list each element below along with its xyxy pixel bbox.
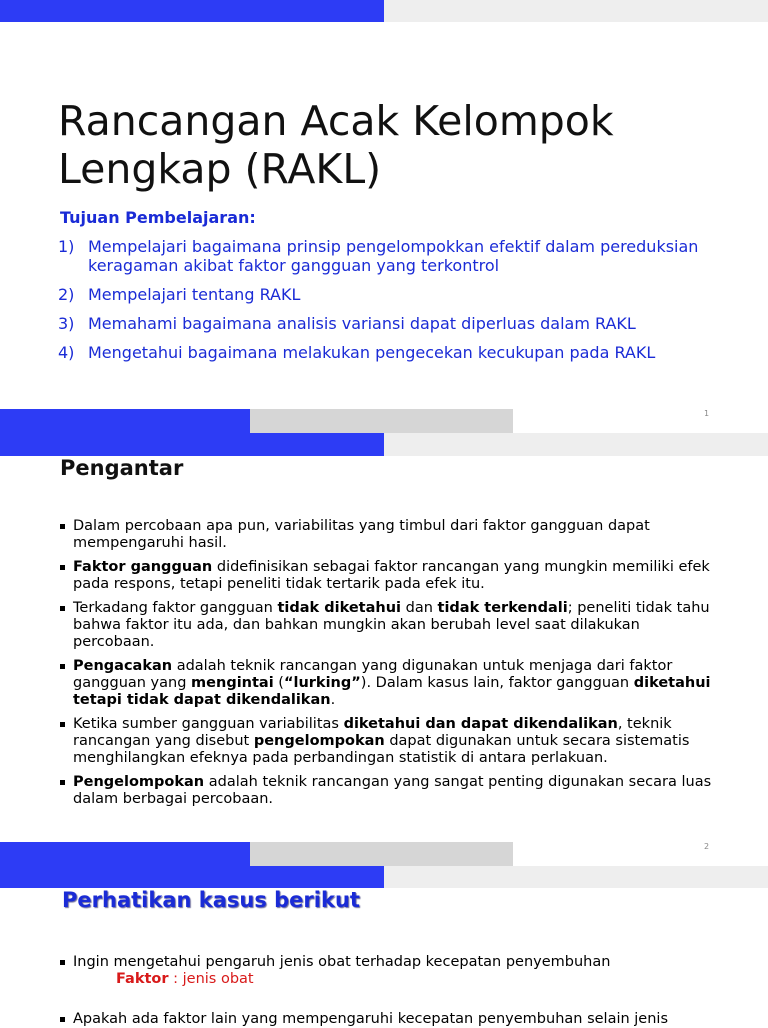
bullet-square-icon xyxy=(60,722,65,727)
bullet-text: adalah teknik rancangan yang digunakan untuk menjaga dari faktor gangguan yang xyxy=(73,658,673,691)
bullet-item xyxy=(58,774,718,808)
bullet-text: , teknik rancangan yang disebut xyxy=(73,716,672,749)
bullet-square-icon xyxy=(60,960,65,965)
bullet-emphasis: diketahui tetapi tidak dapat dikendalikan xyxy=(73,675,711,708)
slide-title xyxy=(58,97,614,193)
goal-number: 3) xyxy=(58,314,75,333)
bullet-text: Dalam percobaan apa pun, variabilitas yang timbul dari faktor gangguan dapat mempengaruhi hasil. xyxy=(73,518,650,551)
bullet-text: ; peneliti tidak tahu bahwa faktor itu ada, dan bahkan mungkin akan berubah level saat dilakukan percobaan. xyxy=(73,600,710,650)
bullet-item xyxy=(58,716,718,767)
factor-line xyxy=(116,971,254,987)
bullet-emphasis: Faktor gangguan xyxy=(73,559,213,575)
divider-accent-bar xyxy=(0,409,250,433)
slide-header-gray-bar xyxy=(384,433,768,456)
goal-text: Mempelajari bagaimana prinsip pengelompokkan efektif dalam pereduksian keragaman akibat faktor gangguan yang terkontrol xyxy=(88,237,699,275)
bullet-emphasis: tidak diketahui xyxy=(277,600,402,616)
learning-goal-item xyxy=(58,285,718,304)
bullet-item xyxy=(58,600,718,651)
slide-title: Pengantar xyxy=(60,456,184,480)
divider-gray-bar xyxy=(250,409,513,433)
bullet-text: dapat digunakan untuk secara sistematis menghilangkan efeknya pada perbandingan statistik di antara perlakuan. xyxy=(73,733,690,766)
bullet-emphasis: “lurking” xyxy=(283,675,361,691)
bullet-text: adalah teknik rancangan yang sangat penting digunakan secara luas dalam berbagai percobaan. xyxy=(73,774,712,807)
bullet-item xyxy=(58,559,718,593)
bullet-text: Apakah ada faktor lain yang mempengaruhi kecepatan penyembuhan selain jenis xyxy=(73,1011,669,1027)
page-number: 1 xyxy=(704,409,710,418)
bullet-text: ( xyxy=(273,675,284,691)
factor-value: : jenis obat xyxy=(168,971,254,987)
bullet-square-icon xyxy=(60,524,65,529)
slide-header-accent-bar xyxy=(0,433,384,456)
goal-text: Mempelajari tentang RAKL xyxy=(88,285,301,304)
bullet-emphasis: Pengacakan xyxy=(73,658,173,674)
factor-label: Faktor xyxy=(116,971,169,987)
learning-goal-item xyxy=(58,314,718,333)
bullet-emphasis: Pengelompokan xyxy=(73,774,205,790)
page-number: 2 xyxy=(704,842,710,851)
bullet-square-icon xyxy=(60,606,65,611)
bullet-emphasis: tidak terkendali xyxy=(437,600,568,616)
bullet-item xyxy=(58,1011,733,1028)
bullet-text: Terkadang faktor gangguan xyxy=(73,600,278,616)
bullet-text: Ketika sumber gangguan variabilitas xyxy=(73,716,344,732)
bullet-list xyxy=(58,518,718,815)
bullet-text: didefinisikan sebagai faktor rancangan yang mungkin memiliki efek pada respons, tetapi peneliti tidak tertarik pada efek itu. xyxy=(73,559,710,592)
slide-title: Perhatikan kasus berikut xyxy=(62,888,360,912)
goal-number: 1) xyxy=(58,237,75,256)
learning-goals-list xyxy=(58,237,718,372)
goal-number: 4) xyxy=(58,343,75,362)
slide-header-gray-bar xyxy=(384,866,768,888)
bullet-emphasis: pengelompokan xyxy=(253,733,385,749)
goal-text: Memahami bagaimana analisis variansi dapat diperluas dalam RAKL xyxy=(88,314,636,333)
slide-title-line-1: Rancangan Acak Kelompok xyxy=(58,97,614,145)
header-gray-bar xyxy=(384,0,768,22)
bullet-emphasis: diketahui dan dapat dikendalikan xyxy=(343,716,618,732)
bullet-square-icon xyxy=(60,565,65,570)
bullet-emphasis: mengintai xyxy=(191,675,274,691)
learning-goal-item xyxy=(58,343,718,362)
bullet-item xyxy=(58,518,718,552)
divider-accent-bar xyxy=(0,842,250,866)
bullet-text: . xyxy=(330,692,336,708)
slide-title-line-2: Lengkap (RAKL) xyxy=(58,145,382,193)
learning-goal-item xyxy=(58,237,718,275)
goal-text: Mengetahui bagaimana melakukan pengecekan kecukupan pada RAKL xyxy=(88,343,656,362)
learning-goals-heading: Tujuan Pembelajaran: xyxy=(60,208,256,227)
divider-gray-bar xyxy=(250,842,513,866)
bullet-square-icon xyxy=(60,664,65,669)
bullet-text: Ingin mengetahui pengaruh jenis obat terhadap kecepatan penyembuhan xyxy=(73,954,611,970)
header-accent-bar xyxy=(0,0,384,22)
bullet-item xyxy=(58,954,733,971)
bullet-text: ). Dalam kasus lain, faktor gangguan xyxy=(360,675,634,691)
bullet-square-icon xyxy=(60,1017,65,1022)
bullet-square-icon xyxy=(60,780,65,785)
bullet-text: dan xyxy=(401,600,438,616)
goal-number: 2) xyxy=(58,285,75,304)
slide-header-accent-bar xyxy=(0,866,384,888)
bullet-item xyxy=(58,658,718,709)
